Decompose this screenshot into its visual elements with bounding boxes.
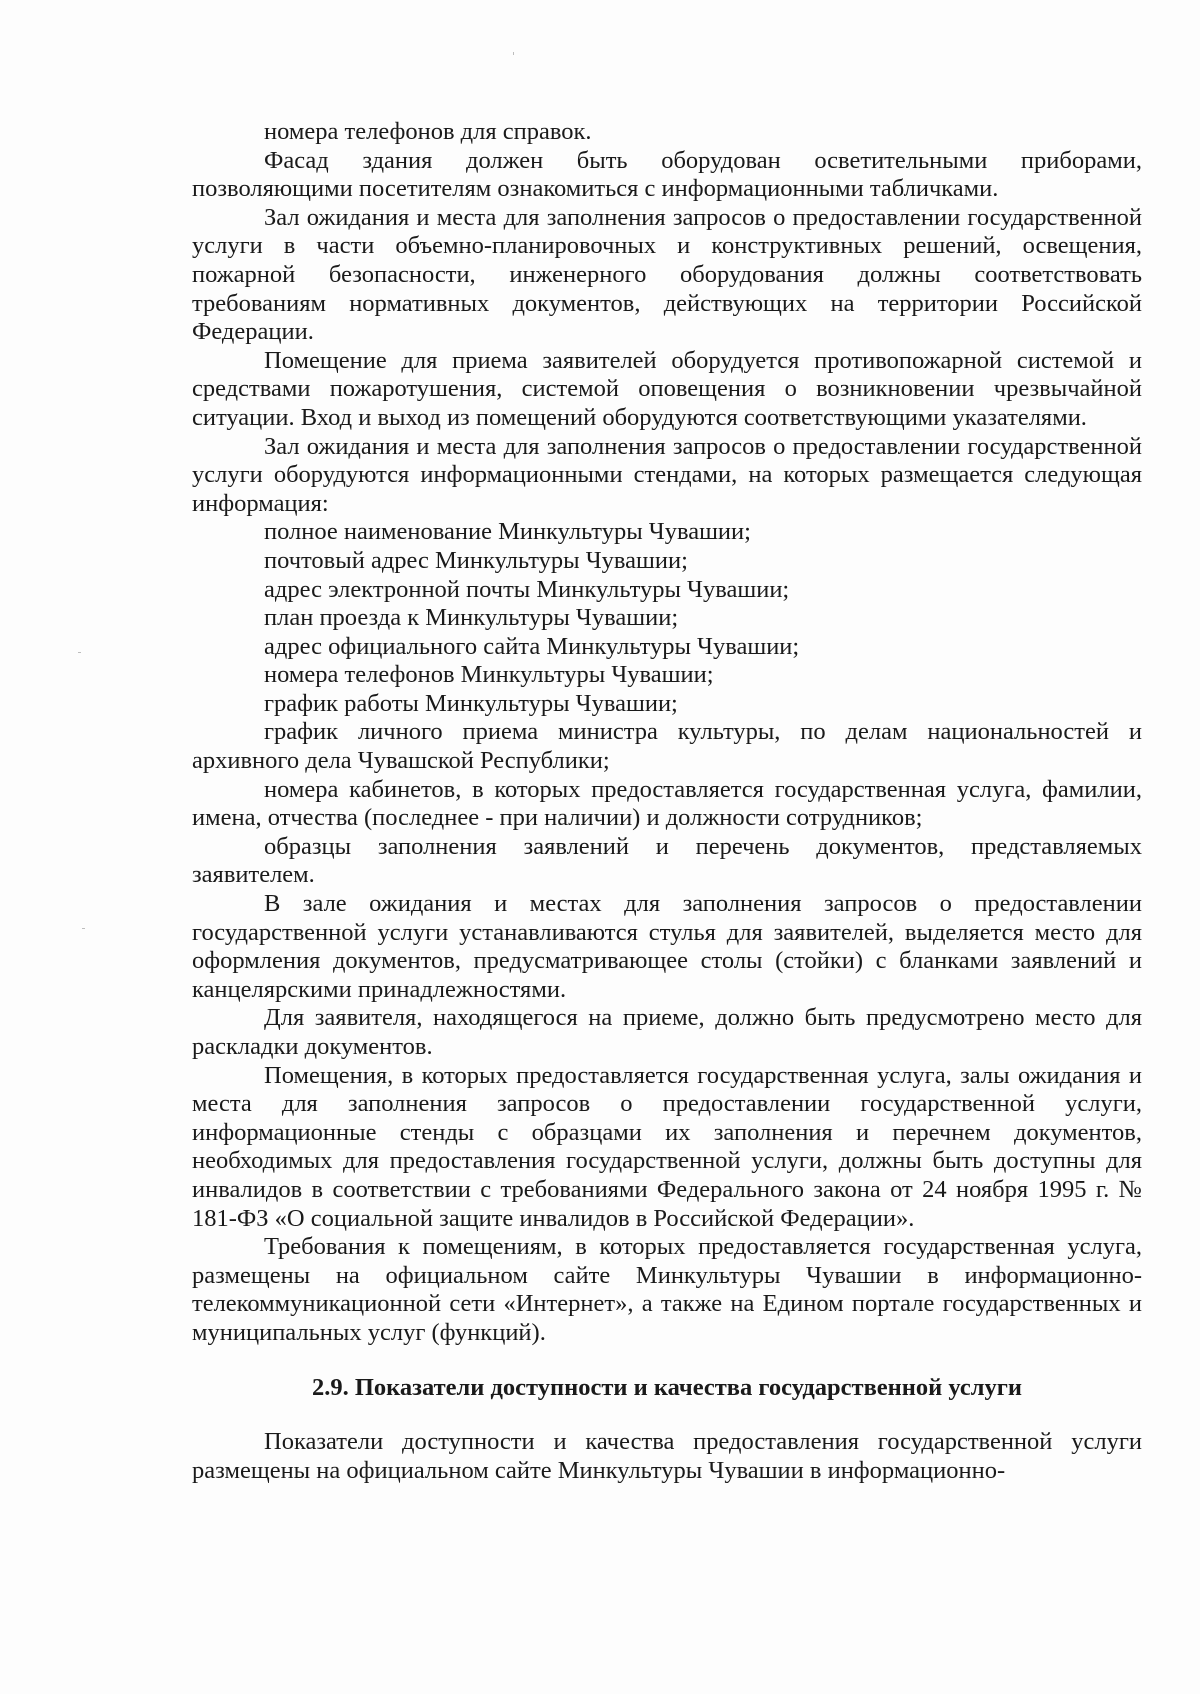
section-heading: 2.9. Показатели доступности и качества государственной услуги bbox=[311, 1373, 1023, 1401]
paragraph: Фасад здания должен быть оборудован осветительными приборами, позволяющими посетителям ознакомиться с информационными табличками. bbox=[192, 146, 1142, 203]
info-list-item: план проезда к Минкультуры Чувашии; bbox=[264, 604, 679, 632]
info-list-item: образцы заполнения заявлений и перечень документов, представляемых заявителем. bbox=[192, 832, 1142, 889]
paragraph: Для заявителя, находящегося на приеме, должно быть предусмотрено место для раскладки документов. bbox=[192, 1004, 1142, 1060]
section-paragraph: Показатели доступности и качества предоставления государственной услуги размещены на официальном сайте Минкультуры Чувашии в информационно- bbox=[192, 1428, 1142, 1484]
document-body bbox=[192, 118, 1142, 1485]
info-list-item: почтовый адрес Минкультуры Чувашии; bbox=[264, 546, 688, 574]
paragraph: Помещения, в которых предоставляется государственная услуга, залы ожидания и места для заполнения запросов о предоставлении государственной услуги, информационные стенды с образцами их заполнения и перечнем документов, необходимых для предоставления государственной услуги, должны быть доступны для инвалидов в соответствии с требованиями Федерального закона от 24 ноября 1995 г. № 181-ФЗ «О социальной защите инвалидов в Российской Федерации». bbox=[192, 1061, 1142, 1232]
paragraph: В зале ожидания и местах для заполнения запросов о предоставлении государственной услуги устанавливаются стулья для заявителей, выделяется место для оформления документов, предусматривающее столы (стойки) с бланками заявлений и канцелярскими принадлежностями. bbox=[192, 890, 1142, 1003]
info-list-item: номера кабинетов, в которых предоставляется государственная услуга, фамилии, имена, отчества (последнее - при наличии) и должности сотрудников; bbox=[192, 775, 1142, 832]
paragraph: Помещение для приема заявителей оборудуется противопожарной системой и средствами пожаротушения, системой оповещения о возникновении чрезвычайной ситуации. Вход и выход из помещений оборудуются соответствующими указателями. bbox=[192, 346, 1142, 431]
paragraph: номера телефонов для справок. bbox=[264, 118, 592, 145]
info-list-item: адрес электронной почты Минкультуры Чувашии; bbox=[264, 575, 790, 603]
info-list-item: график личного приема министра культуры, по делам национальностей и архивного дела Чувашской Республики; bbox=[192, 718, 1142, 775]
paragraph: Зал ожидания и места для заполнения запросов о предоставлении государственной услуги оборудуются информационными стендами, на которых размещается следующая информация: bbox=[192, 432, 1142, 517]
paragraph: Требования к помещениям, в которых предоставляется государственная услуга, размещены на официальном сайте Минкультуры Чувашии в информационно-телекоммуникационной сети «Интернет», а также на Едином портале государственных и муниципальных услуг (функций). bbox=[192, 1233, 1142, 1346]
paragraph: Зал ожидания и места для заполнения запросов о предоставлении государственной услуги в части объемно-планировочных и конструктивных решений, освещения, пожарной безопасности, инженерного оборудования должны соответствовать требованиям нормативных документов, действующих на территории Российской Федерации. bbox=[192, 203, 1142, 346]
info-list-item: полное наименование Минкультуры Чувашии; bbox=[264, 518, 751, 546]
info-list-item: адрес официального сайта Минкультуры Чувашии; bbox=[264, 632, 800, 660]
scan-speck bbox=[78, 652, 81, 653]
scan-speck bbox=[513, 52, 514, 55]
info-list-item: график работы Минкультуры Чувашии; bbox=[264, 689, 678, 717]
info-list-item: номера телефонов Минкультуры Чувашии; bbox=[264, 661, 714, 689]
scan-speck bbox=[82, 928, 85, 929]
